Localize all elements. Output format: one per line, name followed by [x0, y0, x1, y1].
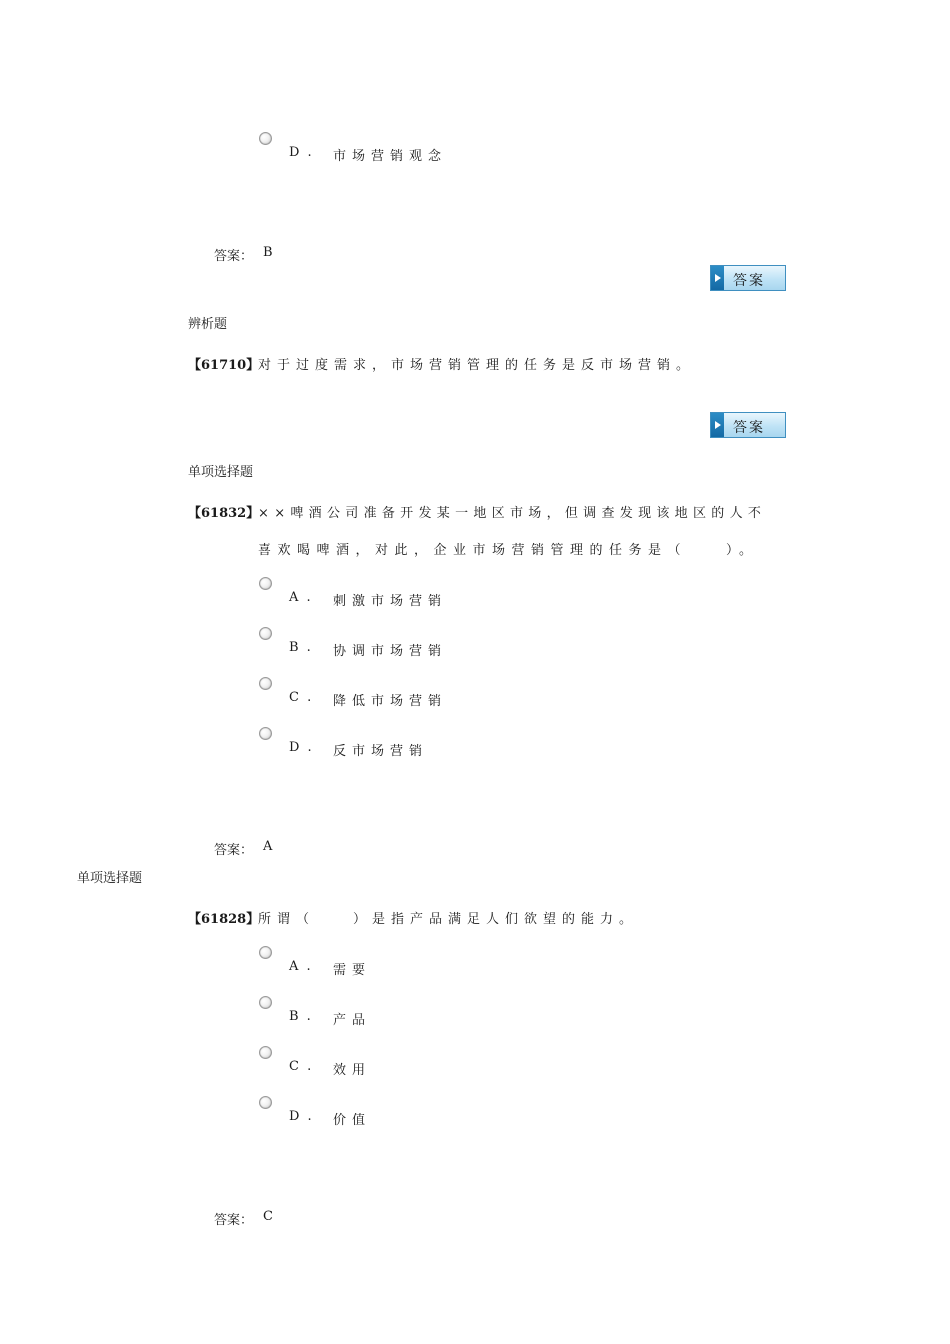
option-radio-b[interactable] [259, 996, 272, 1009]
answer-label: 答案： [214, 843, 254, 858]
option-radio-d[interactable] [259, 132, 272, 145]
show-answer-button-label: 答案 [733, 420, 765, 436]
option-letter-b: B . [289, 640, 313, 655]
option-radio-b[interactable] [259, 627, 272, 640]
answer-value: C [263, 1209, 273, 1224]
question-text: 所谓（ ）是指产品满足人们欲望的能力。 [258, 912, 639, 927]
option-text-a: 需要 [333, 963, 372, 978]
question-id: 【61832】 [188, 506, 260, 521]
answer-value: B [263, 245, 273, 260]
option-text-d: 价值 [333, 1113, 372, 1128]
question-text: 对于过度需求，市场营销管理的任务是反市场营销。 [258, 358, 696, 373]
option-letter-d: D . [289, 1109, 314, 1124]
option-radio-a[interactable] [259, 577, 272, 590]
section-heading: 单项选择题 [77, 871, 143, 886]
option-letter-c: C . [289, 690, 314, 705]
option-text-b: 产品 [333, 1013, 372, 1028]
option-text-c: 效用 [333, 1063, 372, 1078]
option-letter-a: A . [289, 590, 313, 605]
question-text-line-2: 喜欢喝啤酒，对此，企业市场营销管理的任务是（ ）。 [258, 543, 759, 558]
question-id: 【61710】 [188, 358, 260, 373]
option-radio-a[interactable] [259, 946, 272, 959]
option-text-c: 降低市场营销 [333, 694, 448, 709]
show-answer-button[interactable] [710, 265, 786, 291]
question-text-line-1: ××啤酒公司准备开发某一地区市场，但调查发现该地区的人不 [258, 506, 767, 521]
play-icon [711, 266, 724, 290]
show-answer-button-label: 答案 [733, 273, 765, 289]
option-text-d: 反市场营销 [333, 744, 429, 759]
option-letter-a: A . [289, 959, 313, 974]
option-text-b: 协调市场营销 [333, 644, 448, 659]
option-text-d: 市场营销观念 [333, 149, 448, 164]
question-id: 【61828】 [188, 912, 260, 927]
answer-label: 答案： [214, 1213, 254, 1228]
option-radio-c[interactable] [259, 677, 272, 690]
option-radio-c[interactable] [259, 1046, 272, 1059]
option-letter-d: D . [289, 145, 314, 160]
option-letter-c: C . [289, 1059, 314, 1074]
section-heading: 辨析题 [188, 317, 228, 332]
option-letter-d: D . [289, 740, 314, 755]
play-icon [711, 413, 724, 437]
option-letter-b: B . [289, 1009, 313, 1024]
option-radio-d[interactable] [259, 727, 272, 740]
show-answer-button[interactable] [710, 412, 786, 438]
option-text-a: 刺激市场营销 [333, 594, 448, 609]
option-radio-d[interactable] [259, 1096, 272, 1109]
section-heading: 单项选择题 [188, 465, 254, 480]
answer-label: 答案： [214, 249, 254, 264]
answer-value: A [263, 839, 273, 854]
